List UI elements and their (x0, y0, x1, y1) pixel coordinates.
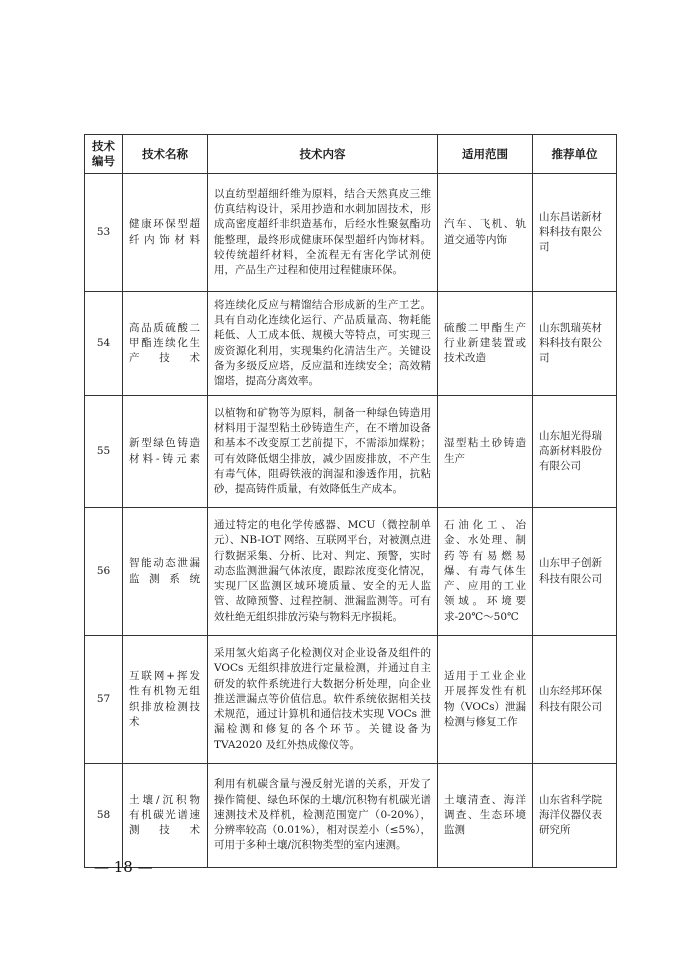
cell-unit: 山东凯瑞英材料科技有限公司 (533, 292, 617, 396)
cell-no: 54 (85, 292, 123, 396)
page-number: — 18 — (94, 858, 153, 876)
cell-content: 以植物和矿物等为原料，制备一种绿色铸造用材料用于湿型粘土砂铸造生产，在不增加设备和基本不改变原工艺前提下，不需添加煤粉；可有效降低烟尘排放，减少固废排放，不产生有毒气体，阻碍铁液的润湿和渗透作用，抗粘砂，提高铸件质量，有效降低生产成本。 (208, 396, 438, 508)
cell-name: 健康环保型超纤内饰材料 (123, 174, 208, 292)
cell-scope: 汽车、飞机、轨道交通等内饰 (438, 174, 533, 292)
cell-no: 57 (85, 636, 123, 764)
cell-content: 采用氢火焰离子化检测仪对企业设备及组件的 VOCs 无组织排放进行定量检测，并通过自主研发的软件系统进行大数据分析处理，向企业推送泄漏点等价值信息。软件系统依据相关技术规范，通过计算机和通信技术实现 VOCs 泄漏检测和修复的各个环节。关键设备为 TVA2020 及红外热成像仪等。 (208, 636, 438, 764)
cell-scope: 硫酸二甲酯生产行业新建装置或技术改造 (438, 292, 533, 396)
cell-no: 56 (85, 508, 123, 636)
cell-unit: 山东旭光得瑞高新材料股份有限公司 (533, 396, 617, 508)
header-unit: 推荐单位 (533, 135, 617, 174)
cell-unit: 山东昌诺新材料科技有限公司 (533, 174, 617, 292)
cell-unit: 山东省科学院海洋仪器仪表研究所 (533, 764, 617, 868)
cell-unit: 山东经邦环保科技有限公司 (533, 636, 617, 764)
table-row (85, 636, 617, 764)
header-scope: 适用范围 (438, 135, 533, 174)
table-row (85, 508, 617, 636)
cell-scope: 土壤清查、海洋调查、生态环境监测 (438, 764, 533, 868)
cell-scope: 湿型粘土砂铸造生产 (438, 396, 533, 508)
table-row (85, 292, 617, 396)
header-tech-no: 技术编号 (85, 135, 123, 174)
cell-no: 55 (85, 396, 123, 508)
table-row (85, 174, 617, 292)
table-header-row (85, 135, 617, 174)
cell-content: 利用有机碳含量与漫反射光谱的关系，开发了操作简便、绿色环保的土壤/沉积物有机碳光谱速测技术及样机，检测范围宽广（0-20%），分辨率较高（0.01%），相对误差小（≤5%），可用于多种土壤/沉积物类型的室内速测。 (208, 764, 438, 868)
cell-content: 将连续化反应与精馏结合形成新的生产工艺。具有自动化连续化运行、产品质量高、物耗能耗低、人工成本低、规模大等特点，可实现三废资源化利用，实现集约化清洁生产。关键设备为多级反应塔，反应温和连续安全；高效精馏塔，提高分离效率。 (208, 292, 438, 396)
header-tech-content: 技术内容 (208, 135, 438, 174)
cell-no: 58 (85, 764, 123, 868)
cell-scope: 适用于工业企业开展挥发性有机物（VOCs）泄漏检测与修复工作 (438, 636, 533, 764)
cell-name: 互联网+挥发性有机物无组织排放检测技术 (123, 636, 208, 764)
cell-content: 以直纺型超细纤维为原料，结合天然真皮三维仿真结构设计，采用抄造和水刺加固技术，形成高密度超纤非织造基布，后经水性聚氨酯功能整理，最终形成健康环保型超纤内饰材料。较传统超纤材料，全流程无有害化学试剂使用，产品生产过程和使用过程健康环保。 (208, 174, 438, 292)
cell-unit: 山东甲子创新科技有限公司 (533, 508, 617, 636)
cell-no: 53 (85, 174, 123, 292)
technology-table (84, 134, 617, 868)
header-tech-name: 技术名称 (123, 135, 208, 174)
cell-content: 通过特定的电化学传感器、MCU（微控制单元）、NB-IOT 网络、互联网平台，对被测点进行数据采集、分析、比对、判定、预警，实时动态监测泄漏气体浓度，跟踪浓度变化情况，实现厂区监测区域环境质量、安全的无人监管、故障预警、过程控制、泄漏监测等。可有效杜绝无组织排放污染与物料无序损耗。 (208, 508, 438, 636)
cell-name: 智能动态泄漏监测系统 (123, 508, 208, 636)
cell-name: 土壤/沉积物有机碳光谱速测技术 (123, 764, 208, 868)
cell-name: 新型绿色铸造材料-铸元素 (123, 396, 208, 508)
cell-name: 高品质硫酸二甲酯连续化生产技术 (123, 292, 208, 396)
cell-scope: 石油化工、冶金、水处理、制药等有易燃易爆、有毒气体生产、应用的工业领域。环境要求-20℃～50℃ (438, 508, 533, 636)
table-row (85, 396, 617, 508)
table-row (85, 764, 617, 868)
